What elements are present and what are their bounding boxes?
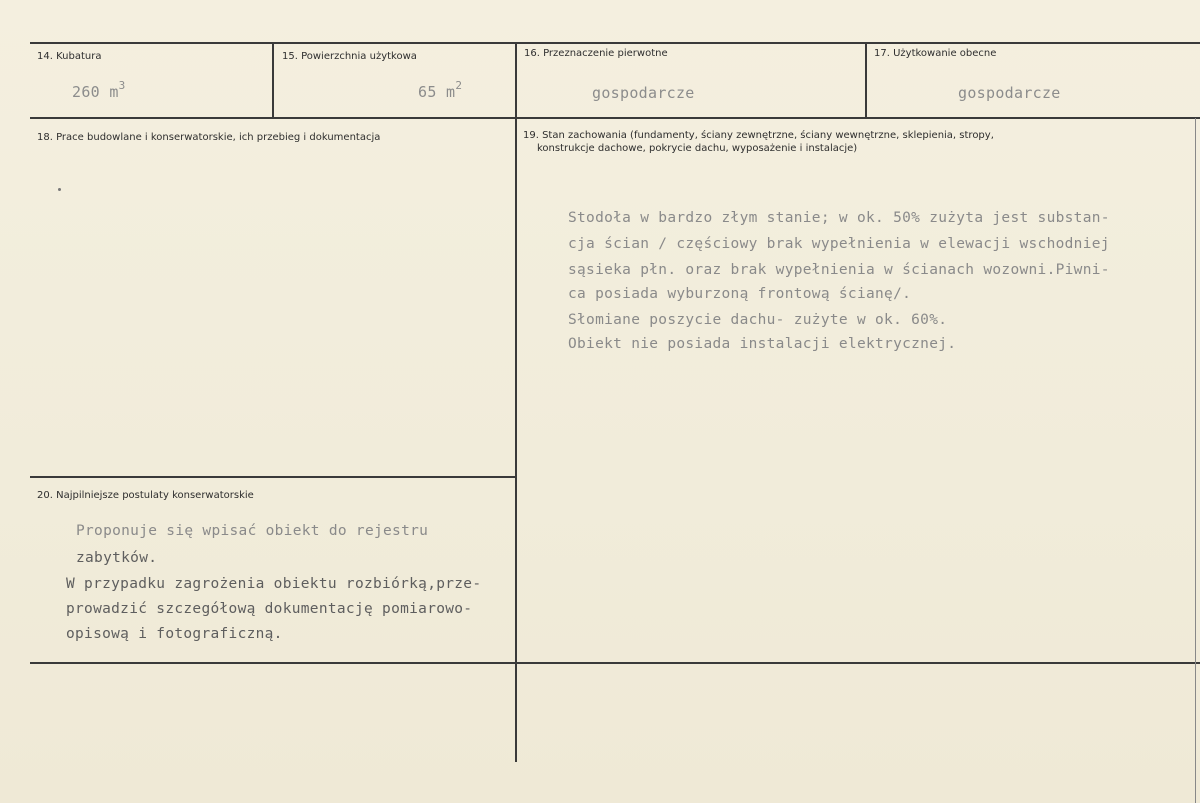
field-14-value bbox=[72, 81, 126, 101]
divider-16-17 bbox=[865, 42, 867, 118]
right-edge-rule bbox=[1195, 118, 1196, 803]
field-19-line: ca posiada wyburzoną frontową ścianę/. bbox=[568, 286, 912, 302]
field-20-line: prowadzić szczegółową dokumentację pomiarowo- bbox=[66, 601, 473, 617]
field-18-label: 18. Prace budowlane i konserwatorskie, ich przebieg i dokumentacja bbox=[37, 132, 381, 143]
field-16-value: gospodarcze bbox=[592, 84, 695, 102]
field-19-line: Stodoła w bardzo złym stanie; w ok. 50% zużyta jest substan- bbox=[568, 210, 1110, 226]
field-19-label-line2: konstrukcje dachowe, pokrycie dachu, wyposażenie i instalacje) bbox=[537, 143, 858, 154]
field-15-number: 65 m bbox=[418, 83, 456, 101]
field-20-label: 20. Najpilniejsze postulaty konserwatorskie bbox=[37, 490, 254, 501]
field-19-label-line1: 19. Stan zachowania (fundamenty, ściany zewnętrzne, ściany wewnętrzne, sklepienia, stropy, bbox=[523, 130, 994, 141]
field-14-number: 260 m bbox=[72, 83, 119, 101]
field-14-exponent: 3 bbox=[118, 79, 126, 92]
field-16-label: 16. Przeznaczenie pierwotne bbox=[524, 48, 668, 59]
field-20-line: W przypadku zagrożenia obiektu rozbiórką,prze- bbox=[66, 576, 482, 592]
field-20-line: Proponuje się wpisać obiekt do rejestru bbox=[76, 523, 429, 539]
section18-bottom-rule bbox=[30, 476, 516, 478]
top-rule bbox=[30, 42, 1200, 44]
field-19-line: sąsieka płn. oraz brak wypełnienia w ścianach wozowni.Piwni- bbox=[568, 262, 1110, 278]
field-15-value bbox=[418, 81, 462, 101]
field-20-line: opisową i fotograficzną. bbox=[66, 626, 283, 642]
field-15-label: 15. Powierzchnia użytkowa bbox=[282, 51, 417, 62]
field-15-exponent: 2 bbox=[455, 79, 463, 92]
margin-dot bbox=[58, 188, 61, 191]
field-19-line: Obiekt nie posiada instalacji elektrycznej. bbox=[568, 336, 957, 352]
bottom-rule bbox=[30, 662, 1200, 664]
row1-bottom-rule bbox=[30, 117, 1200, 119]
field-19-line: Słomiane poszycie dachu- zużyte w ok. 60%. bbox=[568, 312, 948, 328]
field-19-line: cja ścian / częściowy brak wypełnienia w elewacji wschodniej bbox=[568, 236, 1110, 252]
field-17-label: 17. Użytkowanie obecne bbox=[874, 48, 997, 59]
field-14-label: 14. Kubatura bbox=[37, 51, 102, 62]
divider-15-16 bbox=[515, 42, 517, 762]
field-20-line: zabytków. bbox=[76, 550, 158, 566]
divider-14-15 bbox=[272, 42, 274, 118]
field-17-value: gospodarcze bbox=[958, 84, 1061, 102]
